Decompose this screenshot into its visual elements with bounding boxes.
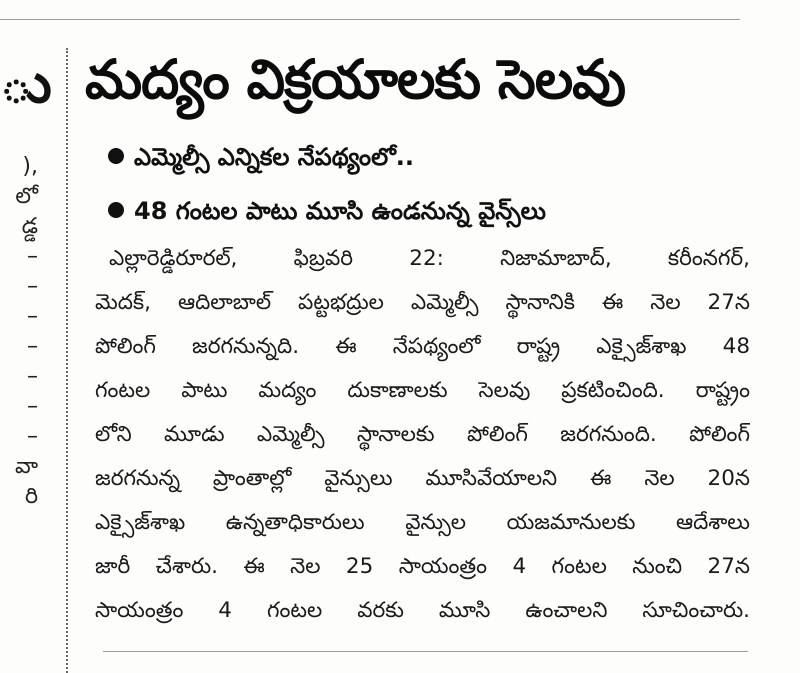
body-line: సాయంత్రం 4 గంటల వరకు మూసి ఉంచాలని సూచించారు. [95,598,750,623]
article-body [95,237,750,633]
left-column-lines [0,152,60,512]
left-column-line: – [27,304,38,329]
body-line: లోని మూడు ఎమ్మెల్సీ స్థానాలకు పోలింగ్‌ జరగనుంది. పోలింగ్‌ [95,422,750,447]
bullet-icon [108,148,124,164]
body-line: ఎల్లారెడ్డిరూరల్‌, ఫిబ్రవరి 22: నిజామాబాద్‌, కరీంనగర్‌, [109,246,750,271]
left-column-line: – [27,424,38,449]
left-column-line: – [27,274,38,299]
left-column-line: డ్డ [21,214,38,239]
column-divider [66,48,68,673]
article-deck-line [108,194,748,228]
left-column-line: – [27,244,38,269]
article-headline: మద్యం విక్రయాలకు సెలవు [85,48,626,111]
deck-text: 48 గంటల పాటు మూసి ఉండనున్న వైన్స్‌లు [134,197,546,225]
left-adjacent-column [0,40,60,673]
left-column-line: రి [24,484,38,509]
body-line: పోలింగ్‌ జరగనున్నది. ఈ నేపథ్యంలో రాష్ట్ర ఎక్సైజ్‌శాఖ 48 [95,334,750,359]
bottom-rule [103,651,748,652]
deck-text: ఎమ్మెల్సీ ఎన్నికల నేపథ్యంలో.. [134,143,415,171]
top-rule [0,19,740,20]
left-column-line: లో [15,184,38,209]
left-column-line: – [27,334,38,359]
left-column-line: వా [14,454,38,479]
left-column-line: ), [22,154,38,179]
left-column-heading-fragment: ు [0,51,52,116]
body-line: జరగనున్న ప్రాంతాల్లో వైన్సులు మూసివేయాలని ఈ నెల 20న [95,466,750,491]
article-deck-line [108,140,748,174]
body-line: జారీ చేశారు. ఈ నెల 25 సాయంత్రం 4 గంటల నుంచి 27న [95,554,750,579]
left-column-line: – [27,364,38,389]
left-column-line: – [27,394,38,419]
body-line: ఎక్సైజ్‌శాఖ ఉన్నతాధికారులు వైన్సుల యజమానులకు ఆదేశాలు [95,510,750,535]
body-line: మెదక్‌, ఆదిలాబాల్‌ పట్టభద్రుల ఎమ్మెల్సీ స్థానానికి ఈ నెల 27న [95,290,750,315]
bullet-icon [108,202,124,218]
body-line: గంటల పాటు మద్యం దుకాణాలకు సెలవు ప్రకటించింది. రాష్ట్రం [95,378,750,403]
